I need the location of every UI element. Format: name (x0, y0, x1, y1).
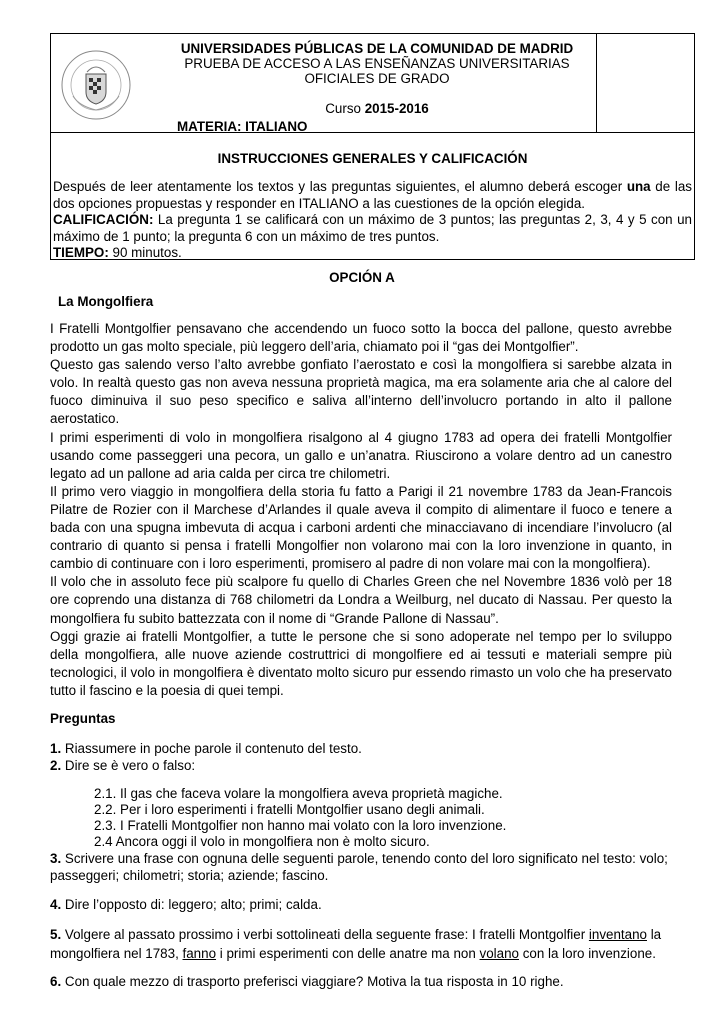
question-2 (50, 757, 700, 774)
instructions-box (50, 133, 695, 260)
question-6 (50, 973, 700, 990)
article-paragraph: Il primo vero viaggio in mongolfiera della storia fu fatto a Parigi il 21 novembre 1783 da Jean-Francois Pilatre de Rozier con il Marchese d’Arlandes il quale aveva il compito di alimentare il fuoco e tenere a bada con una spugna imbevuta di acqua i carboni ardenti che minacciavano di incendiare l’involucro (al contrario di quanto si pensa i fratelli Mongolfier non volarono mai con la loro invenzione in quanto, in cambio di continuare con i loro esperimenti, promisero al padre di non volare mai con la mongolfiera). (50, 483, 672, 572)
article-text (50, 320, 672, 700)
tiempo-label: TIEMPO: (53, 245, 109, 260)
underlined-verb: fanno (182, 946, 217, 961)
question-text: con la loro invenzione. (518, 946, 656, 961)
question-number: 1. (50, 741, 62, 756)
question-text: Scrivere una frase con ognuna delle seguenti parole, tenendo conto del loro significato nel testo: volo; passeggeri; chilometri; storia; aziende; fascino. (50, 851, 668, 883)
calificacion (53, 212, 692, 245)
calif-label: CALIFICACIÓN: (53, 212, 154, 227)
question-2-item: 2.4 Ancora oggi il volo in mongolfiera non è molto sicuro. (94, 834, 430, 849)
question-5 (50, 925, 700, 963)
question-3 (50, 850, 700, 884)
article-paragraph: Oggi grazie ai fratelli Montgolfier, a tutte le persone che si sono adoperate nel tempo per lo sviluppo della mongolfiera, alle nuove aziende costruttrici di mongolfiere ed ai tessuti e materiali sempre più tecnologici, il volo in mongolfiera è diventato molto sicuro pur essendo rimasto un volo che ha preservato tutto il fascino e la poesia di quei tempi. (50, 628, 672, 698)
underlined-verb: inventano (588, 927, 647, 942)
instructions-title: INSTRUCCIONES GENERALES Y CALIFICACIÓN (217, 151, 528, 166)
question-1 (50, 740, 700, 757)
header-exam-subtitle: OFICIALES DE GRADO (304, 71, 450, 86)
article-title: La Mongolfiera (58, 294, 154, 309)
question-2-item: 2.3. I Fratelli Montgolfier non hanno mai volato con la loro invenzione. (94, 818, 507, 833)
question-number: 6. (50, 974, 62, 989)
instructions-para (53, 179, 692, 212)
question-4 (50, 896, 700, 913)
header-grade-cell (596, 34, 694, 132)
question-number: 3. (50, 851, 62, 866)
question-text: Dire l’opposto di: leggero; alto; primi; calda. (61, 897, 322, 912)
question-number: 5. (50, 927, 62, 942)
materia: MATERIA: ITALIANO (177, 119, 308, 134)
question-2-item: 2.2. Per i loro esperimenti i fratelli Montgolfier usano degli animali. (94, 802, 485, 817)
questions-title: Preguntas (50, 711, 116, 726)
instr-text: de las dos opciones propuestas y responder en ITALIANO a las cuestiones de la opción elegida. (53, 179, 692, 211)
underlined-verb: volano (479, 946, 519, 961)
curso-label: Curso (325, 101, 365, 116)
article-paragraph: Questo gas salendo verso l’alto avrebbe gonfiato l’aerostato e così la mongolfiera si sarebbe alzata in volo. In realtà questo gas non aveva nessuna proprietà magica, ma era solamente aria che al calore del fuoco diminuiva il suo peso specifico e saliva all’interno dell’involucro portando in alto il pallone aerostatico. (50, 357, 672, 427)
university-seal-logo (59, 48, 133, 122)
question-2-item: 2.1. Il gas che faceva volare la mongolfiera aveva proprietà magiche. (94, 786, 503, 801)
calif-text: La pregunta 1 se calificará con un máximo de 3 puntos; las preguntas 2, 3, 4 y 5 con un máximo de 1 punto; la pregunta 6 con un máximo de tres puntos. (53, 212, 692, 244)
question-text: Dire se è vero o falso: (61, 758, 196, 773)
article-paragraph: I primi esperimenti di volo in mongolfiera risalgono al 4 giugno 1783 ad opera dei fratelli Montgolfier usando come passeggeri una pecora, un gallo e un’anatra. Riuscirono a volare dentro ad un canestro legato ad un pallone ad aria calda per circa tre chilometri. (50, 429, 672, 481)
question-text: Con quale mezzo di trasporto preferisci viaggiare? Motiva la tua risposta in 10 righe. (61, 974, 564, 989)
article-paragraph: I Fratelli Montgolfier pensavano che accendendo un fuoco sotto la bocca del pallone, questo avrebbe prodotto un gas molto speciale, più leggero dell’aria, chiamato poi il “gas dei Montgolfier”. (50, 321, 672, 355)
instr-bold: una (626, 179, 651, 194)
question-text: i primi esperimenti con delle anatre ma non (216, 946, 480, 961)
question-text: Riassumere in poche parole il contenuto del testo. (61, 741, 362, 756)
option-heading: OPCIÓN A (329, 270, 395, 285)
header-curso (177, 101, 577, 116)
article-paragraph: Il volo che in assoluto fece più scalpore fu quello di Charles Green che nel Novembre 1836 volò per 18 ore coprendo una distanza di 768 chilometri da Londra a Weilburg, nel ducato di Nassau. Per questo la mongolfiera fu subito battezzata con il nome di “Grande Pallone di Nassau”. (50, 574, 672, 626)
instructions-body (53, 179, 692, 262)
question-number: 2. (50, 758, 62, 773)
question-number: 4. (50, 897, 62, 912)
questions-section (50, 710, 700, 990)
header-box (50, 33, 695, 133)
question-text: Volgere al passato prossimo i verbi sottolineati della seguente frase: I fratelli Montgolfier (61, 927, 589, 942)
tiempo (53, 245, 692, 262)
question-text: la mongolfiera nel 1783, (50, 927, 662, 961)
curso-value: 2015-2016 (364, 101, 429, 116)
header-universities: UNIVERSIDADES PÚBLICAS DE LA COMUNIDAD DE MADRID (180, 41, 574, 56)
tiempo-text: 90 minutos. (108, 245, 182, 260)
instr-text: Después de leer atentamente los textos y las preguntas siguientes, el alumno deberá escoger (53, 179, 627, 194)
header-exam-title: PRUEBA DE ACCESO A LAS ENSEÑANZAS UNIVERSITARIAS (184, 56, 570, 71)
